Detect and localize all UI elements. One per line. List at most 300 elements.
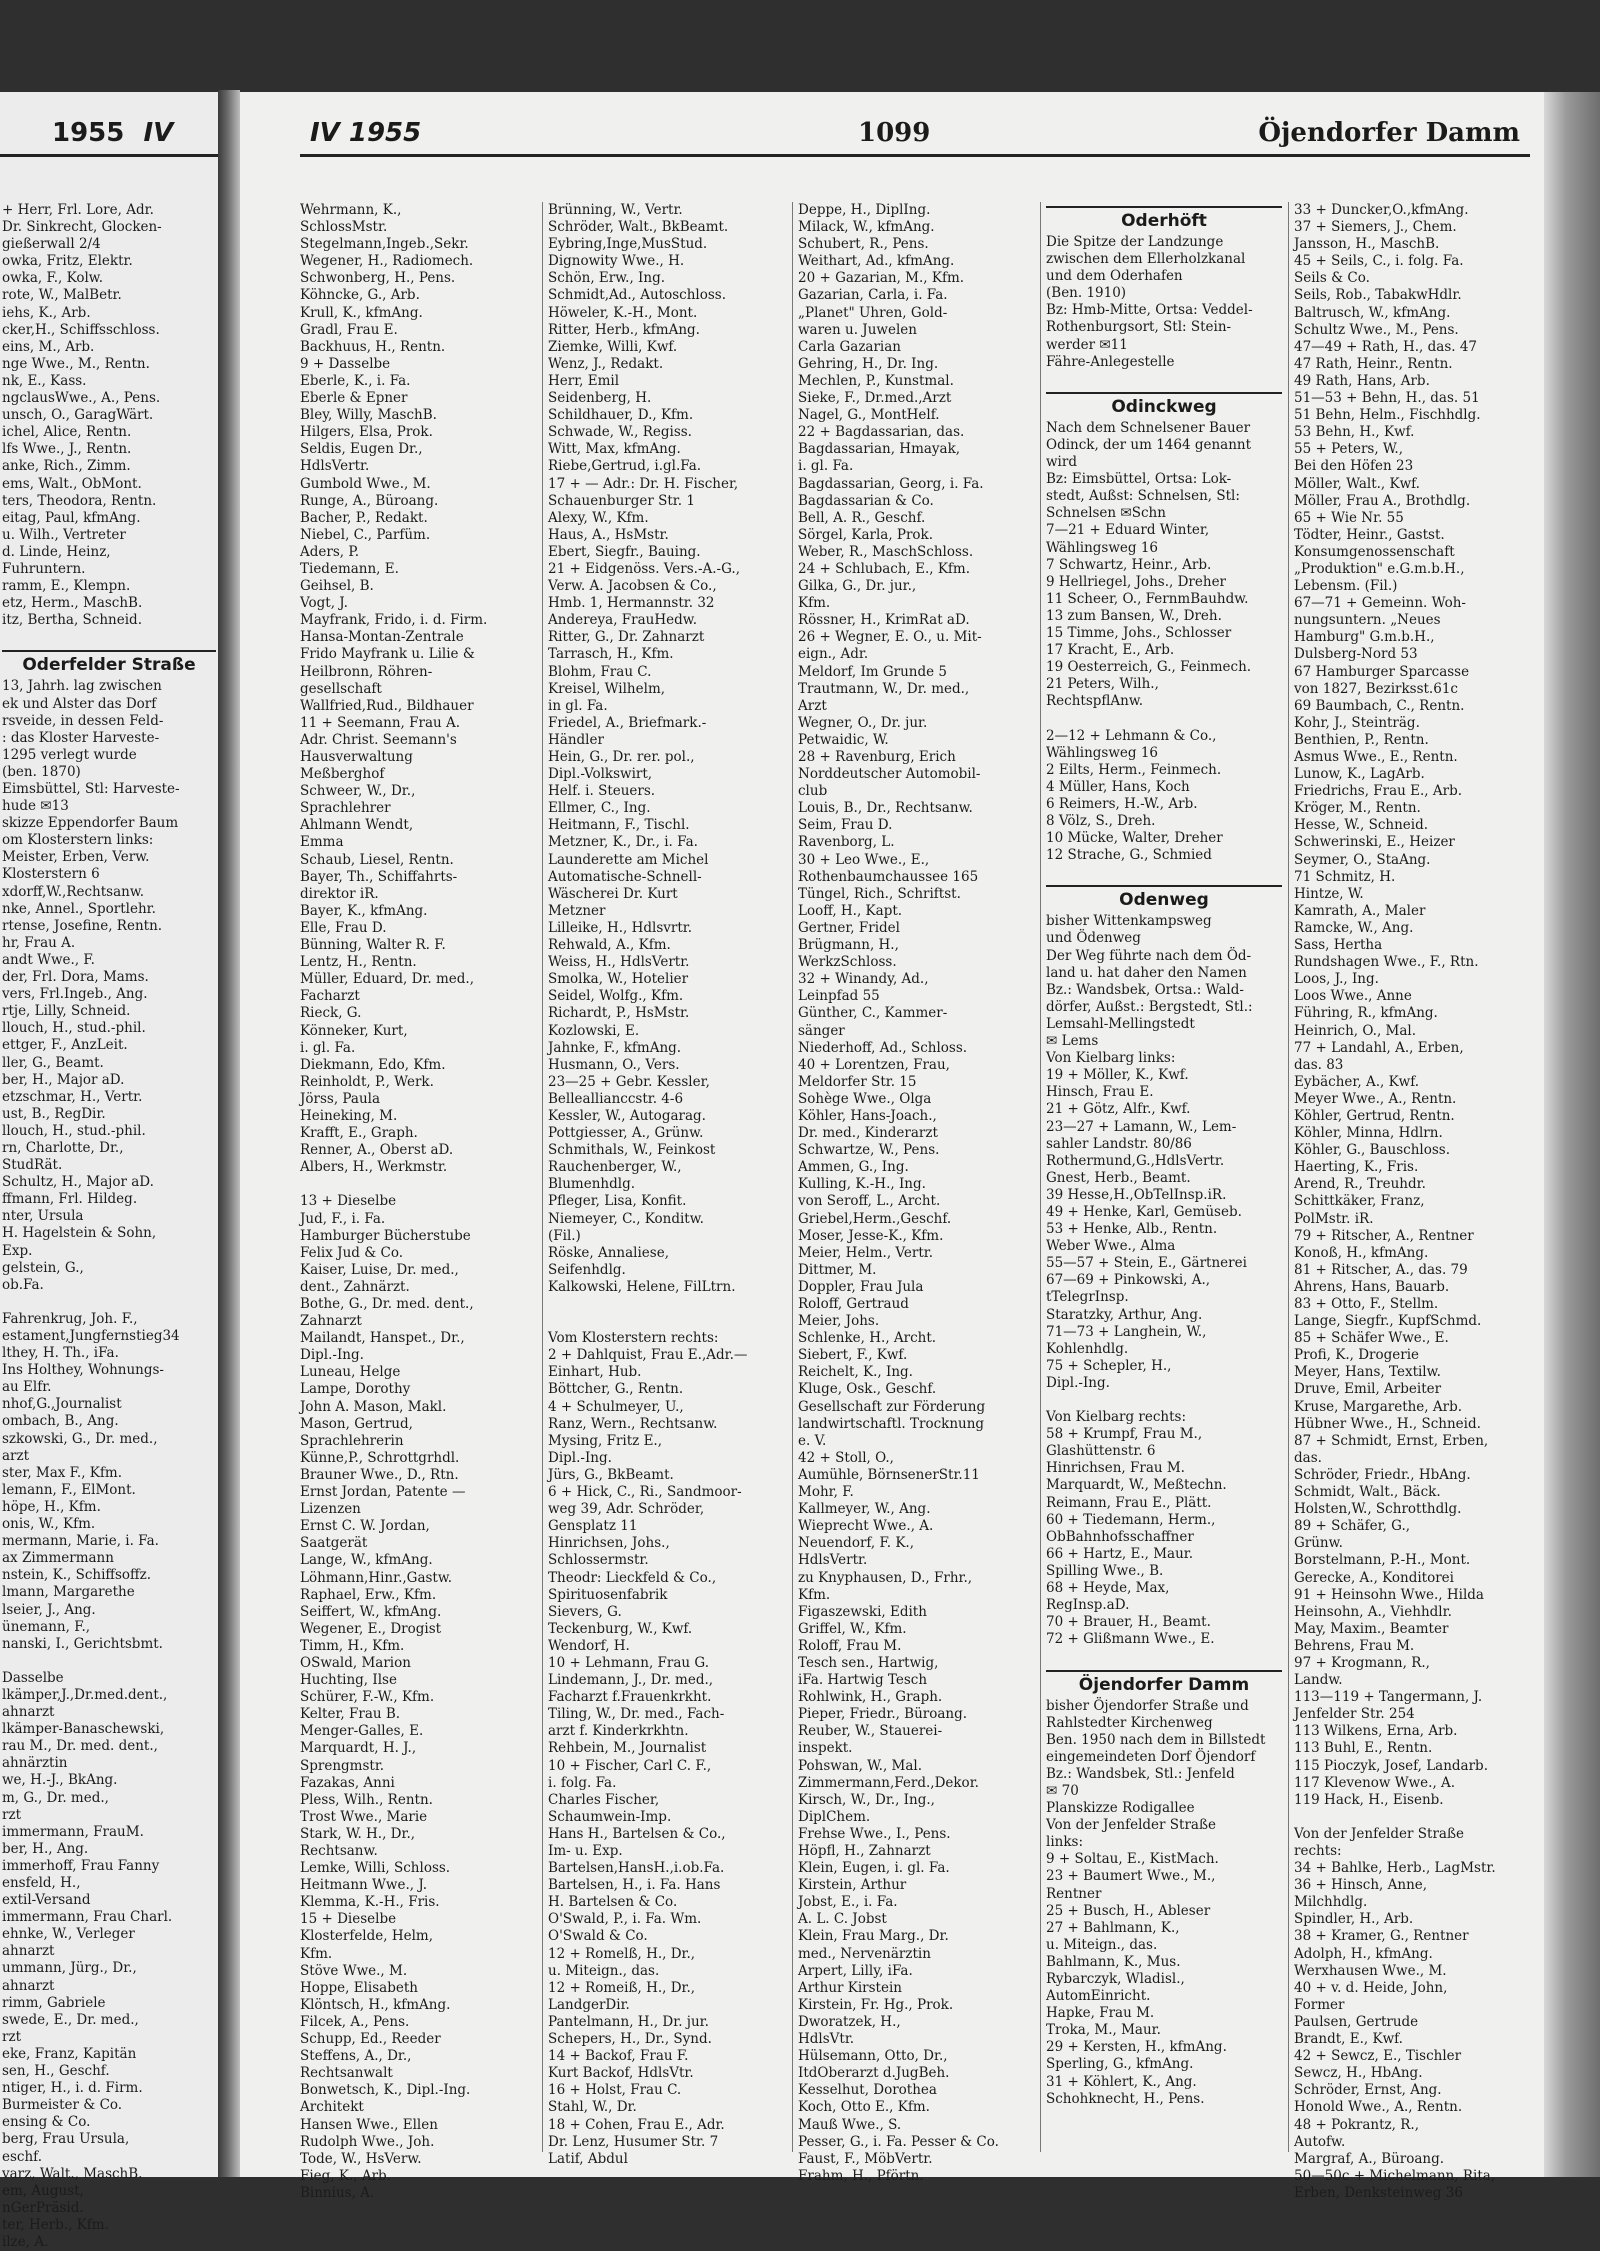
directory-entry: Heineking, M. <box>300 1107 398 1124</box>
directory-column-3 <box>798 202 1034 2185</box>
directory-entry: Reichelt, K., Ing. <box>798 1364 913 1381</box>
directory-entry: Hinrichsen, Johs., <box>548 1535 670 1552</box>
directory-entry: 67—69 + Pinkowski, A., <box>1046 1272 1211 1289</box>
directory-entry: ✉ 70 <box>1046 1782 1079 1799</box>
directory-entry: Gehring, H., Dr. Ing. <box>798 355 939 372</box>
directory-entry: Hamburger Bücherstube <box>300 1227 471 1244</box>
directory-entry: Former <box>1294 1996 1345 2013</box>
directory-entry: Spilling Wwe., B. <box>1046 1562 1164 1579</box>
directory-entry: 13 zum Bansen, W., Dreh. <box>1046 607 1222 624</box>
directory-entry: Niebel, C., Parfüm. <box>300 526 431 543</box>
directory-entry: Honold Wwe., A., Rentn. <box>1294 2099 1463 2116</box>
directory-entry: Ebert, Siegfr., Bauing. <box>548 543 701 560</box>
directory-entry: 87 + Schmidt, Ernst, Erben, <box>1294 1432 1489 1449</box>
directory-entry: skizze Eppendorfer Baum <box>2 815 179 832</box>
directory-entry <box>548 1296 786 1313</box>
directory-entry: andt Wwe., F. <box>2 951 95 968</box>
directory-entry: der, Frl. Dora, Mams. <box>2 969 149 986</box>
directory-entry: Benthien, P., Rentn. <box>1294 731 1429 748</box>
directory-entry: u. Miteign., das. <box>1046 1936 1158 1953</box>
directory-entry: Eybächer, A., Kwf. <box>1294 1073 1420 1090</box>
directory-entry: Architekt <box>300 2099 364 2116</box>
directory-entry: rzt <box>2 1806 21 1823</box>
directory-entry: Seifenhdlg. <box>548 1261 626 1278</box>
directory-entry: Renner, A., Oberst aD. <box>300 1142 454 1159</box>
directory-entry: Saatgerät <box>300 1535 368 1552</box>
directory-entry: Klöntsch, H., kfmAng. <box>300 1996 451 2013</box>
directory-entry: Bayer, Th., Schiffahrts- <box>300 868 458 885</box>
directory-entry: cker,H., Schiffsschloss. <box>2 321 160 338</box>
directory-entry: Arpert, Lilly, iFa. <box>798 1962 913 1979</box>
directory-entry: gesellschaft <box>300 680 382 697</box>
directory-entry: Wallfried,Rud., Bildhauer <box>300 697 474 714</box>
directory-entry: Margraf, A., Büroang. <box>1294 2150 1445 2167</box>
directory-entry: Dr. Lenz, Husumer Str. 7 <box>548 2133 719 2150</box>
directory-entry: Müller, Eduard, Dr. med., <box>300 971 475 988</box>
directory-entry: Smolka, W., Hotelier <box>548 971 689 988</box>
directory-entry: Fuhruntern. <box>2 560 86 577</box>
directory-entry: ster, Max F., Kfm. <box>2 1464 122 1481</box>
directory-entry: eign., Adr. <box>798 646 869 663</box>
directory-entry: i. folg. Fa. <box>548 1774 617 1791</box>
directory-entry: Klein, Frau Marg., Dr. <box>798 1928 949 1945</box>
directory-entry: Jörss, Paula <box>300 1090 381 1107</box>
directory-entry: Schauenburger Str. 1 <box>548 492 695 509</box>
directory-entry: 9 + Soltau, E., KistMach. <box>1046 1851 1219 1868</box>
directory-entry: iehs, K., Arb. <box>2 304 91 321</box>
directory-entry: ter, Herb., Kfm. <box>2 2216 109 2233</box>
directory-entry: Eberle & Epner <box>300 390 408 407</box>
directory-entry: Bahlmann, K., Mus. <box>1046 1953 1181 1970</box>
directory-entry: Ahrens, Hans, Bauarb. <box>1294 1278 1450 1295</box>
directory-entry: Schultz Wwe., M., Pens. <box>1294 321 1459 338</box>
directory-entry: 24 + Schlubach, E., Kfm. <box>798 560 971 577</box>
directory-entry: ob.Fa. <box>2 1276 44 1293</box>
right-header-street: Öjendorfer Damm <box>1258 118 1520 148</box>
directory-entry: Ins Holthey, Wohnungs- <box>2 1362 164 1379</box>
directory-entry: Rothermund,G.,HdlsVertr. <box>1046 1152 1225 1169</box>
directory-entry: Sieke, F., Dr.med.,Arzt <box>798 390 952 407</box>
directory-entry: Seldis, Eugen Dr., <box>300 441 423 458</box>
directory-entry: onis, W., Kfm. <box>2 1516 96 1533</box>
directory-entry: (Ben. 1910) <box>1046 285 1127 302</box>
directory-entry: Lentz, H., Rentn. <box>300 954 417 971</box>
directory-entry: 11 Scheer, O., FernmBauhdw. <box>1046 590 1249 607</box>
directory-entry: Pieper, Friedr., Büroang. <box>798 1706 968 1723</box>
directory-entry: 75 + Schepler, H., <box>1046 1357 1172 1374</box>
directory-entry: Tödter, Heinr., Gastst. <box>1294 526 1445 543</box>
directory-entry: Mason, Gertrud, <box>300 1415 413 1432</box>
column-divider <box>792 202 793 2152</box>
directory-entry: Heinrich, O., Mal. <box>1294 1022 1417 1039</box>
directory-entry: 1295 verlegt wurde <box>2 746 137 763</box>
directory-entry: nGerPräsid. <box>2 2199 84 2216</box>
directory-entry: Seim, Frau D. <box>798 817 893 834</box>
directory-entry: Ramcke, W., Ang. <box>1294 919 1414 936</box>
directory-entry: xdorff,W.,Rechtsanw. <box>2 883 145 900</box>
directory-entry: Hübner Wwe., H., Schneid. <box>1294 1415 1481 1432</box>
directory-entry: Dittmer, M. <box>798 1261 877 1278</box>
directory-entry: ters, Theodora, Rentn. <box>2 492 157 509</box>
directory-entry: 83 + Otto, F., Stellm. <box>1294 1296 1439 1312</box>
directory-entry: 39 Hesse,H.,ObTelInsp.iR. <box>1046 1186 1227 1203</box>
directory-entry: Kfm. <box>300 1945 333 1962</box>
directory-entry: Brünning, W., Vertr. <box>548 202 683 218</box>
directory-entry: 4 Müller, Hans, Koch <box>1046 778 1190 795</box>
directory-entry: John A. Mason, Makl. <box>300 1398 447 1415</box>
directory-entry: 34 + Bahlke, Herb., LagMstr. <box>1294 1860 1496 1877</box>
directory-entry: Schweer, W., Dr., <box>300 783 416 800</box>
directory-entry: Schröder, Friedr., HbAng. <box>1294 1466 1471 1483</box>
book-gutter <box>218 90 240 2177</box>
directory-entry: Schaumwein-Imp. <box>548 1808 672 1825</box>
directory-entry: sen, H., Geschf. <box>2 2063 110 2080</box>
directory-entry <box>548 1313 786 1330</box>
directory-entry: Händler <box>548 731 604 748</box>
directory-entry: Burmeister & Co. <box>2 2097 123 2114</box>
directory-entry: 51 Behn, Helm., Fischhdlg. <box>1294 407 1481 424</box>
directory-entry <box>2 629 216 646</box>
directory-entry: WerkzSchloss. <box>798 954 897 971</box>
directory-entry: Asmus Wwe., E., Rentn. <box>1294 749 1458 765</box>
directory-entry: Hesse, W., Schneid. <box>1294 817 1429 834</box>
directory-entry: Lemke, Willi, Schloss. <box>300 1860 451 1877</box>
directory-entry: Launderette am Michel <box>548 851 709 868</box>
directory-entry: Mailandt, Hanspet., Dr., <box>300 1330 465 1347</box>
directory-entry: Jürs, G., BkBeamt. <box>548 1466 674 1483</box>
directory-entry: Künne,P., Schrottgrhdl. <box>300 1449 460 1466</box>
directory-entry: Schwonberg, H., Pens. <box>300 270 456 287</box>
directory-entry: hude ✉13 <box>2 798 69 815</box>
directory-entry: nungsuntern. „Neues <box>1294 612 1441 629</box>
directory-entry: Heilbronn, Röhren- <box>300 663 433 680</box>
directory-entry: Norddeutscher Automobil- <box>798 766 981 783</box>
directory-entry: Meyer, Hans, Textilw. <box>1294 1364 1441 1381</box>
directory-entry: Kelter, Frau B. <box>300 1706 401 1723</box>
directory-entry: Jansson, H., MaschB. <box>1294 236 1440 253</box>
directory-entry: Krull, K., kfmAng. <box>300 304 423 321</box>
directory-entry: nge Wwe., M., Rentn. <box>2 355 150 372</box>
directory-entry: Rothenburgsort, Stl: Stein- <box>1046 319 1232 336</box>
directory-entry: owka, Fritz, Elektr. <box>2 253 133 270</box>
directory-entry: 119 Hack, H., Eisenb. <box>1294 1791 1444 1808</box>
directory-entry: Ahlmann Wendt, <box>300 817 414 834</box>
directory-entry: 7 Schwartz, Heinr., Arb. <box>1046 556 1212 573</box>
directory-entry: ObBahnhofsschaffner <box>1046 1528 1194 1545</box>
directory-entry: 19 + Möller, K., Kwf. <box>1046 1067 1189 1084</box>
directory-entry: Sprengmstr. <box>300 1757 385 1774</box>
directory-entry: HdlsVtr. <box>798 2031 855 2048</box>
directory-column-4 <box>1046 202 1282 2108</box>
directory-entry: Milack, W., kfmAng. <box>798 219 935 236</box>
directory-entry: Tarrasch, H., Kfm. <box>548 646 674 663</box>
directory-entry: Glashüttenstr. 6 <box>1046 1443 1156 1460</box>
directory-entry: 12 Strache, G., Schmied <box>1046 847 1212 864</box>
directory-entry: Brügmann, H., <box>798 937 899 954</box>
directory-entry: Hamburg" G.m.b.H., <box>1294 629 1435 646</box>
directory-entry: ahnarzt <box>2 1977 55 1994</box>
directory-entry: Frehse Wwe., I., Pens. <box>798 1825 951 1842</box>
directory-entry: Schröder, Walt., BkBeamt. <box>548 219 729 236</box>
directory-entry: 2—12 + Lehmann & Co., <box>1046 727 1217 744</box>
directory-entry: Von Kielbarg links: <box>1046 1050 1176 1067</box>
directory-entry: weg 39, Adr. Schröder, <box>548 1501 705 1518</box>
directory-entry: Diekmann, Edo, Kfm. <box>300 1056 446 1073</box>
directory-entry: Planskizze Rodigallee <box>1046 1800 1195 1817</box>
directory-entry: Menger-Galles, E. <box>300 1723 424 1740</box>
directory-entry: Weiss, H., HdlsVertr. <box>548 954 690 971</box>
directory-entry: das. 83 <box>1294 1056 1344 1073</box>
directory-entry: lmann, Margarethe <box>2 1584 135 1601</box>
directory-entry: Profi, K., Drogerie <box>1294 1347 1420 1364</box>
directory-entry: LandgerDir. <box>548 1996 630 2013</box>
directory-entry: rtense, Josefine, Rentn. <box>2 917 163 934</box>
directory-entry: Möller, Frau A., Brothdlg. <box>1294 492 1471 509</box>
directory-entry: HdlsVertr. <box>798 1552 868 1569</box>
directory-entry: ber, H., Ang. <box>2 1840 89 1857</box>
directory-entry: rote, W., MalBetr. <box>2 287 122 304</box>
directory-entry: Odinck, der um 1464 genannt <box>1046 436 1252 453</box>
directory-entry: lthey, H. Th., iFa. <box>2 1345 119 1362</box>
directory-entry: Arthur Kirstein <box>798 1979 902 1996</box>
directory-entry: Mysing, Fritz E., <box>548 1432 663 1449</box>
directory-entry: Bz.: Wandsbek, Ortsa.: Wald- <box>1046 981 1244 998</box>
right-page <box>240 92 1544 2201</box>
directory-entry: : das Kloster Harveste- <box>2 729 160 746</box>
directory-entry: Brandt, E., Kwf. <box>1294 2031 1403 2048</box>
right-header-left: IV 1955 <box>310 118 422 148</box>
directory-entry: Tesch sen., Hartwig, <box>798 1654 939 1671</box>
directory-entry: Führing, R., kfmAng. <box>1294 1005 1438 1022</box>
directory-entry: Kirstein, Fr. Hg., Prok. <box>798 1996 954 2013</box>
directory-entry: Schwartze, W., Pens. <box>798 1142 940 1159</box>
directory-entry: von 1827, Bezirksst.61c <box>1294 680 1458 697</box>
directory-entry: Landw. <box>1294 1672 1343 1689</box>
directory-entry: ntiger, H., i. d. Firm. <box>2 2080 143 2097</box>
directory-entry: 9 Hellriegel, Johs., Dreher <box>1046 573 1227 590</box>
directory-entry: 10 Mücke, Walter, Dreher <box>1046 830 1223 847</box>
directory-entry: 51—53 + Behn, H., das. 51 <box>1294 390 1480 407</box>
directory-entry: Dignowity Wwe., H. <box>548 253 685 270</box>
directory-entry: Klein, Eugen, i. gl. Fa. <box>798 1860 950 1877</box>
directory-entry: Hülsemann, Otto, Dr., <box>798 2048 948 2065</box>
directory-entry: Deppe, H., DiplIng. <box>798 202 931 218</box>
directory-entry: 12 + Romelß, H., Dr., <box>548 1945 696 1962</box>
directory-entry: Sievers, G. <box>548 1603 622 1620</box>
page-number: 1099 <box>858 118 931 148</box>
directory-entry: Hausverwaltung <box>300 749 413 765</box>
directory-entry: ehnke, W., Verleger <box>2 1926 135 1943</box>
directory-entry: 18 + Cohen, Frau E., Adr. <box>548 2116 725 2133</box>
directory-entry: 36 + Hinsch, Anne, <box>1294 1877 1428 1894</box>
directory-entry: Hein, G., Dr. rer. pol., <box>548 749 695 765</box>
directory-entry: 48 + Pokrantz, R., <box>1294 2116 1419 2133</box>
directory-entry: Tiedemann, E. <box>300 560 399 577</box>
directory-entry: Dipl.-Ing. <box>300 1347 364 1364</box>
directory-entry: Gertner, Fridel <box>798 919 900 936</box>
directory-entry: 8 Völz, S., Dreh. <box>1046 813 1156 829</box>
directory-entry: em, August, <box>2 2182 84 2199</box>
directory-entry: Schubert, R., Pens. <box>798 236 929 253</box>
directory-entry: Autofw. <box>1294 2133 1346 2150</box>
directory-entry: (ben. 1870) <box>2 763 81 780</box>
directory-entry: 17 + — Adr.: Dr. H. Fischer, <box>548 475 739 492</box>
directory-entry: Bz: Hmb-Mitte, Ortsa: Veddel- <box>1046 302 1253 319</box>
directory-entry: Wenz, J., Redakt. <box>548 355 664 372</box>
directory-entry: immermann, FrauM. <box>2 1823 144 1840</box>
directory-entry: mermann, Marie, i. Fa. <box>2 1533 159 1550</box>
directory-entry: 23—25 + Gebr. Kessler, <box>548 1073 710 1090</box>
directory-entry: Ernst Jordan, Patente — <box>300 1484 466 1501</box>
directory-entry: med., Nervenärztin <box>798 1945 931 1962</box>
directory-entry: 91 + Heinsohn Wwe., Hilda <box>1294 1586 1484 1603</box>
directory-entry: ek und Alster das Dorf <box>2 695 157 712</box>
street-heading: Odinckweg <box>1046 392 1282 420</box>
column-divider <box>1040 202 1041 2152</box>
directory-entry: 4 + Schulmeyer, U., <box>548 1398 684 1415</box>
directory-entry: Schmidt,Ad., Autoschloss. <box>548 287 727 304</box>
directory-entry: 21 + Eidgenöss. Vers.-A.-G., <box>548 560 740 577</box>
directory-entry: RegInsp.aD. <box>1046 1597 1130 1614</box>
directory-entry: Ritter, G., Dr. Zahnarzt <box>548 629 705 646</box>
directory-entry: Husmann, O., Vers. <box>548 1056 680 1073</box>
directory-entry: lkämper-Banaschewski, <box>2 1721 165 1738</box>
directory-entry: 58 + Krumpf, Frau M., <box>1046 1426 1203 1443</box>
directory-entry: 115 Pioczyk, Josef, Landarb. <box>1294 1757 1488 1774</box>
directory-entry: Stahl, W., Dr. <box>548 2099 637 2116</box>
directory-entry: Dr. med., Kinderarzt <box>798 1125 938 1142</box>
left-header-year: 1955 <box>52 118 125 148</box>
directory-entry: 12 + Romeiß, H., Dr., <box>548 1979 696 1996</box>
directory-entry: tTelegrInsp. <box>1046 1289 1129 1306</box>
directory-entry: Bothe, G., Dr. med. dent., <box>300 1296 474 1312</box>
directory-entry: ichel, Alice, Rentn. <box>2 424 132 441</box>
directory-entry: PolMstr. iR. <box>1294 1210 1374 1227</box>
directory-entry: RechtspflAnw. <box>1046 693 1144 710</box>
directory-entry: 40 + v. d. Heide, John, <box>1294 1979 1448 1996</box>
directory-entry <box>1046 864 1282 881</box>
directory-entry <box>1046 1392 1282 1409</box>
directory-entry: 72 + Glißmann Wwe., E. <box>1046 1631 1215 1648</box>
directory-entry: Reinholdt, P., Werk. <box>300 1073 434 1090</box>
directory-entry: Siebert, F., Kwf. <box>798 1347 908 1364</box>
directory-entry: 25 + Busch, H., Ableser <box>1046 1902 1211 1919</box>
directory-entry: 67—71 + Gemeinn. Woh- <box>1294 595 1466 612</box>
directory-entry: Elle, Frau D. <box>300 919 387 936</box>
directory-entry: Jobst, E., i. Fa. <box>798 1894 898 1911</box>
directory-entry: lseier, J., Ang. <box>2 1601 96 1618</box>
directory-entry: Aumühle, BörnsenerStr.11 <box>798 1466 980 1483</box>
directory-entry: gießerwall 2/4 <box>2 236 101 253</box>
directory-entry: club <box>798 783 828 800</box>
directory-entry: 15 Timme, Johs., Schlosser <box>1046 624 1232 641</box>
directory-entry: Holsten,W., Schrotthdlg. <box>1294 1501 1462 1518</box>
directory-entry: 77 + Landahl, A., Erben, <box>1294 1039 1464 1056</box>
directory-entry: Ravenborg, L. <box>798 834 895 851</box>
directory-entry: Fazakas, Anni <box>300 1774 395 1791</box>
directory-entry: AutomEinricht. <box>1046 1988 1151 2005</box>
directory-entry: SchlossMstr. <box>300 219 388 236</box>
directory-entry: Ritter, Herb., kfmAng. <box>548 321 700 338</box>
directory-entry: Stark, W. H., Dr., <box>300 1825 416 1842</box>
directory-entry: 113 Buhl, E., Rentn. <box>1294 1740 1433 1757</box>
directory-entry: arzt <box>2 1447 30 1464</box>
directory-entry: Kfm. <box>798 595 831 612</box>
directory-entry: ffmann, Frl. Hildeg. <box>2 1191 138 1208</box>
directory-entry: Gazarian, Carla, i. Fa. <box>798 287 948 304</box>
directory-entry: Mohr, F. <box>798 1484 854 1501</box>
directory-entry: sahler Landstr. 80/86 <box>1046 1135 1192 1152</box>
directory-entry: Baltrusch, W., kfmAng. <box>1294 304 1451 321</box>
directory-entry: we, H.-J., BkAng. <box>2 1772 118 1789</box>
directory-entry: Vogt, J. <box>300 595 348 612</box>
directory-entry: ust, B., RegDir. <box>2 1105 106 1122</box>
directory-entry: Rehwald, A., Kfm. <box>548 937 671 954</box>
directory-entry: rn, Charlotte, Dr., <box>2 1139 124 1156</box>
directory-entry: Faust, F., MöbVertr. <box>798 2150 933 2167</box>
directory-entry: zwischen dem Ellerholzkanal <box>1046 251 1246 268</box>
directory-entry: Rechtsanwalt <box>300 2065 393 2082</box>
directory-entry: Reuber, W., Stauerei- <box>798 1723 943 1740</box>
directory-entry: Troka, M., Maur. <box>1046 2022 1161 2039</box>
left-page <box>0 92 219 2250</box>
directory-entry: Bagdassarian, Hmayak, <box>798 441 961 458</box>
directory-entry: Schittkäker, Franz, <box>1294 1193 1425 1210</box>
directory-entry: Kulling, K.-H., Ing. <box>798 1176 926 1193</box>
directory-entry: „Planet" Uhren, Gold- <box>798 304 948 321</box>
directory-entry: gelstein, G., <box>2 1259 84 1276</box>
directory-entry: Vom Klosterstern rechts: <box>548 1330 719 1347</box>
directory-entry: 28 + Ravenburg, Erich <box>798 749 956 765</box>
directory-entry: Wegner, O., Dr. jur. <box>798 714 928 731</box>
directory-entry: 6 Reimers, H.-W., Arb. <box>1046 795 1198 812</box>
directory-entry: Löhmann,Hinr.,Gastw. <box>300 1569 453 1586</box>
directory-entry: Sörgel, Karla, Prok. <box>798 526 934 543</box>
directory-entry: Kurt Backof, HdlsVtr. <box>548 2065 694 2082</box>
directory-entry: Bz.: Wandsbek, Stl.: Jenfeld <box>1046 1765 1235 1782</box>
directory-entry: Automatische-Schnell- <box>548 868 702 885</box>
directory-entry: Rothenbaumchaussee 165 <box>798 868 979 885</box>
directory-entry: Einhart, Hub. <box>548 1364 642 1381</box>
directory-entry: Lindemann, J., Dr. med., <box>548 1672 714 1689</box>
directory-entry: Schepers, H., Dr., Synd. <box>548 2031 712 2048</box>
directory-entry: Klosterfelde, Helm, <box>300 1928 434 1945</box>
directory-entry: unsch, O., GaragWärt. <box>2 407 154 424</box>
directory-entry: Möller, Walt., Kwf. <box>1294 475 1420 492</box>
directory-entry: Gradl, Frau E. <box>300 321 398 338</box>
directory-entry: Eberle, K., i. Fa. <box>300 372 411 389</box>
directory-entry: Sohège Wwe., Olga <box>798 1090 932 1107</box>
directory-entry: ller, G., Beamt. <box>2 1054 104 1071</box>
directory-entry: rimm, Gabriele <box>2 1994 106 2011</box>
directory-entry: nke, Annel., Sportlehr. <box>2 900 156 917</box>
directory-entry <box>2 1294 216 1311</box>
directory-entry: werder ✉11 <box>1046 336 1128 353</box>
directory-entry: lemann, F., ElMont. <box>2 1481 136 1498</box>
directory-entry: Bacher, P., Redakt. <box>300 509 428 526</box>
directory-entry: d. Linde, Heinz, <box>2 543 111 560</box>
directory-entry: eke, Franz, Kapitän <box>2 2045 137 2062</box>
directory-entry: Kirsch, W., Dr., Ing., <box>798 1791 935 1808</box>
directory-entry: Wehrmann, K., <box>300 202 402 218</box>
directory-entry: 47 Rath, Heinr., Rentn. <box>1294 355 1453 372</box>
directory-entry: 68 + Heyde, Max, <box>1046 1580 1170 1597</box>
directory-entry: Hinsch, Frau E. <box>1046 1084 1154 1101</box>
directory-entry: A. L. C. Jobst <box>798 1911 887 1928</box>
street-heading: Oderfelder Straße <box>2 650 216 678</box>
directory-entry: Jud, F., i. Fa. <box>300 1210 386 1227</box>
directory-entry: „Produktion" e.G.m.b.H., <box>1294 560 1465 577</box>
